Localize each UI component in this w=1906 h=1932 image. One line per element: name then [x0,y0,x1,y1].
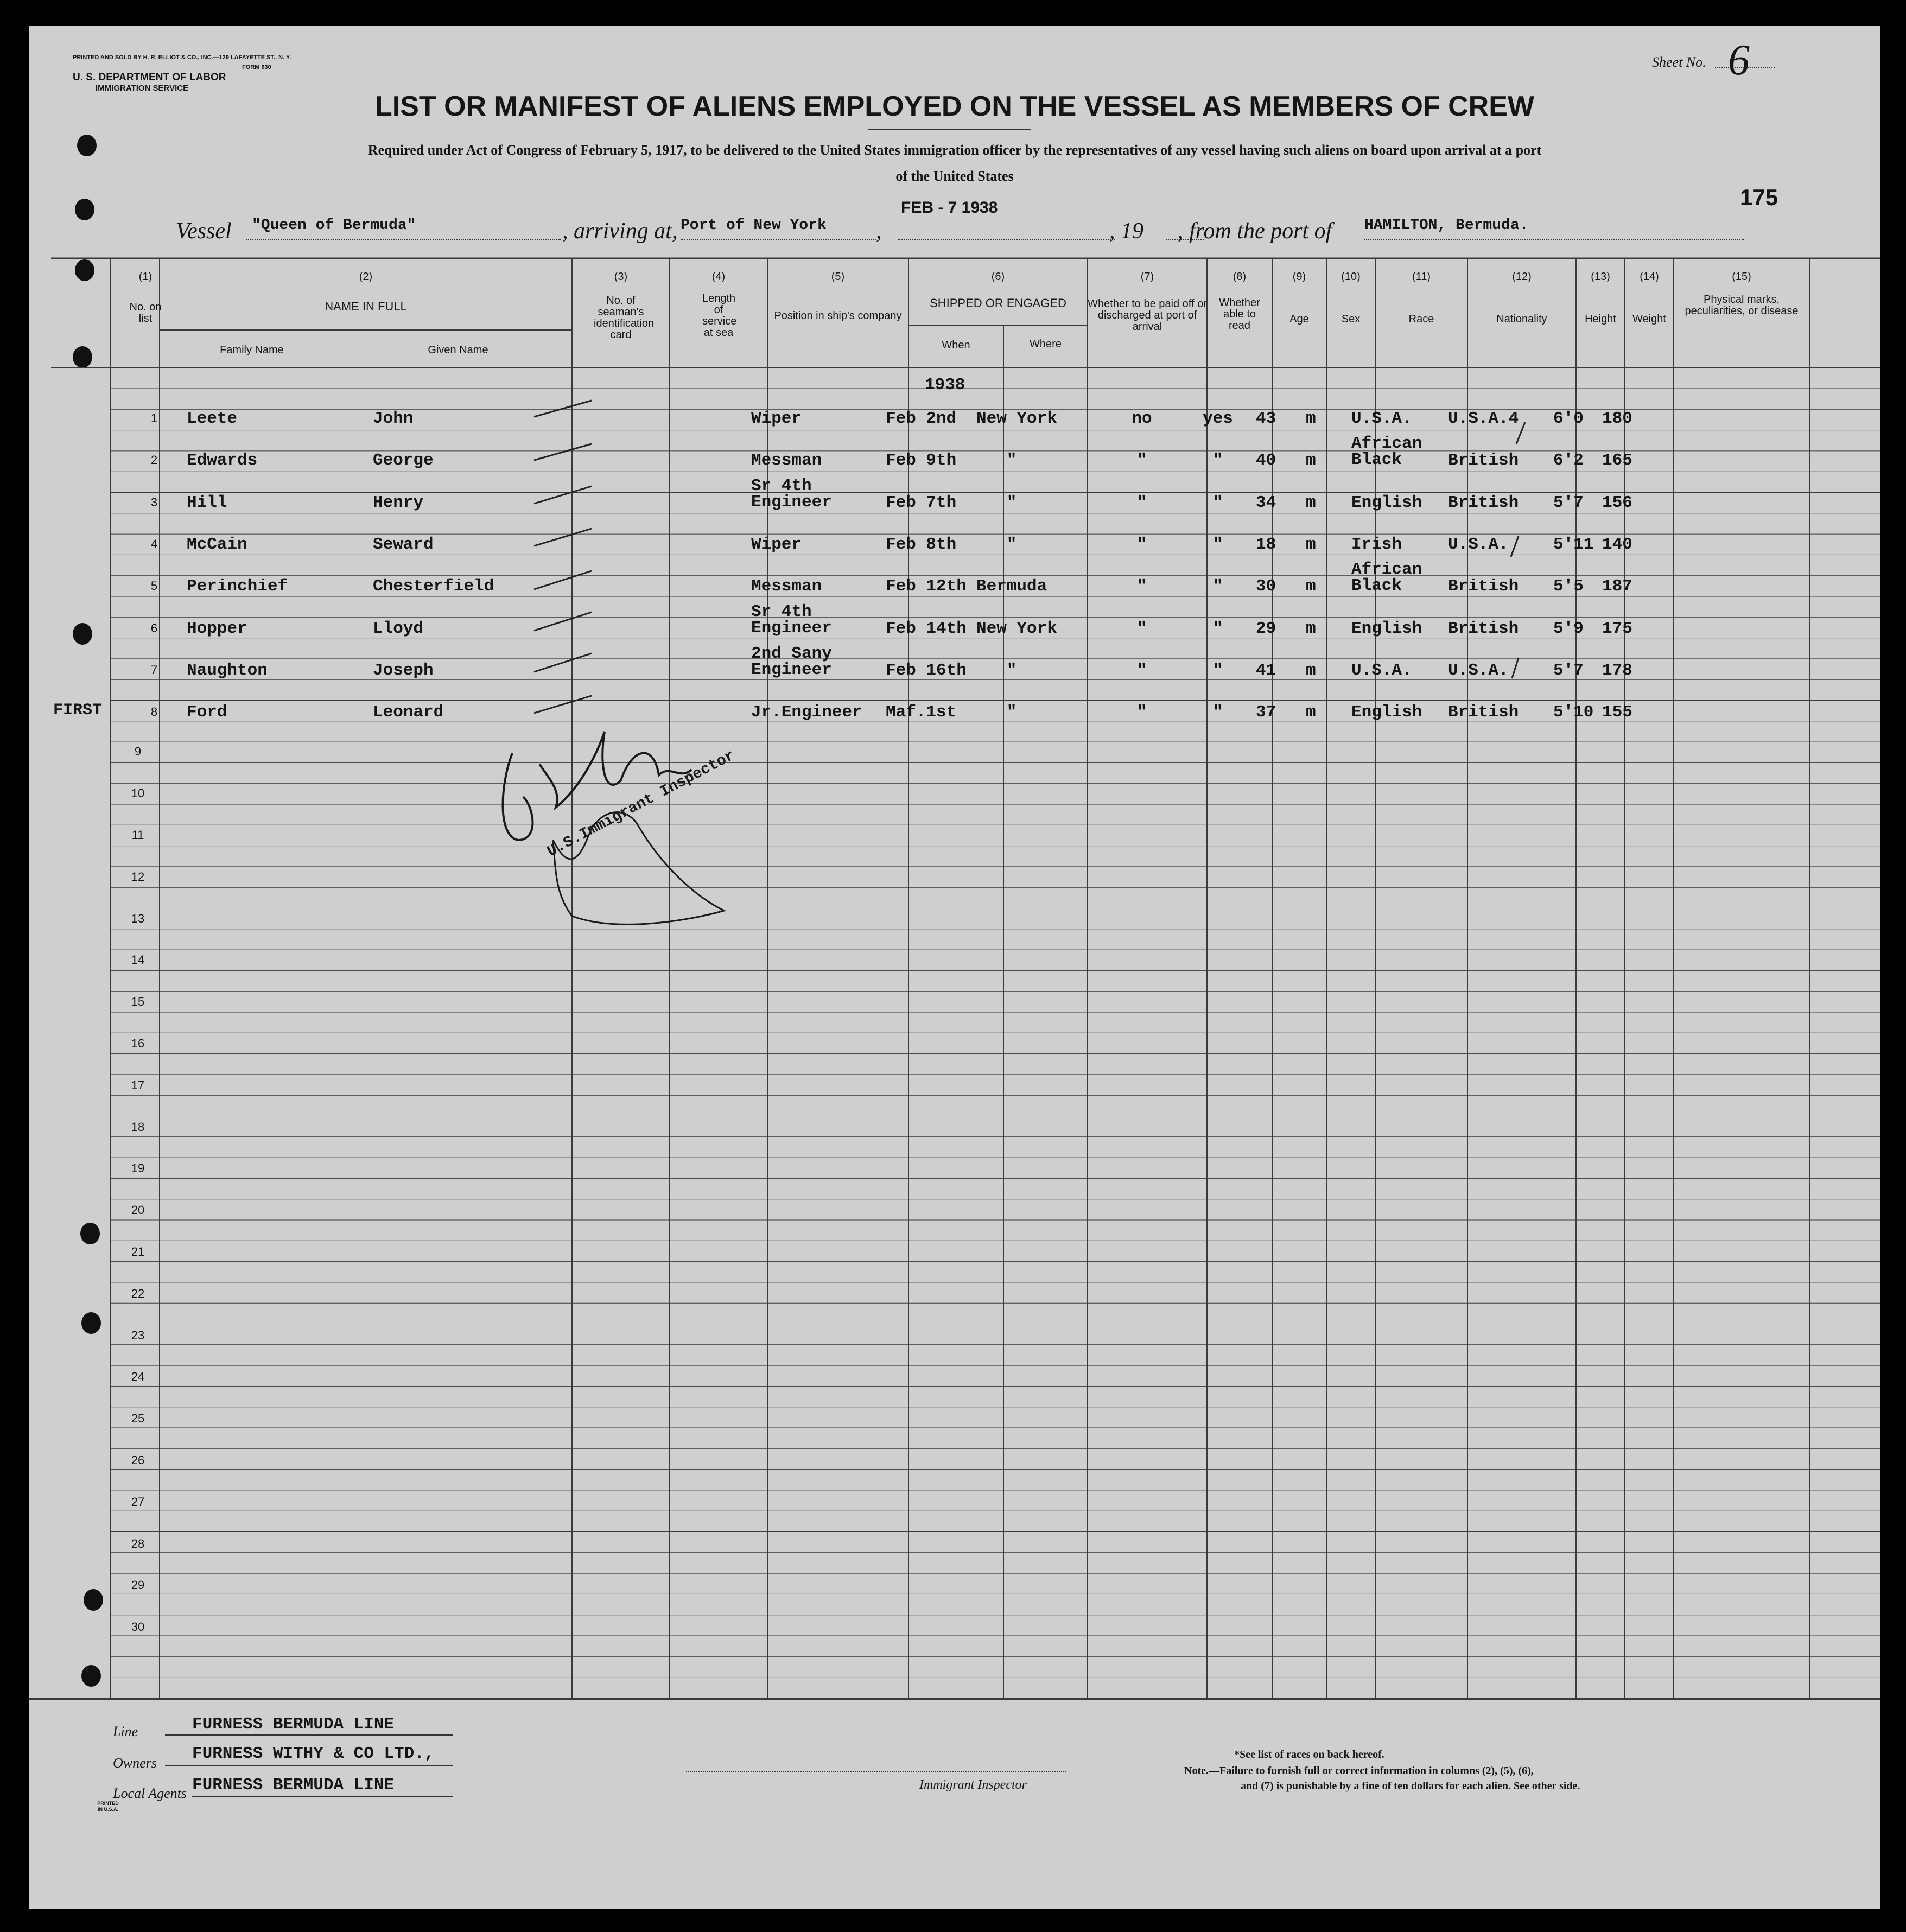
row-number: 7 [150,663,158,677]
row-shipped-where: New York [976,619,1057,638]
row-sex: m [1306,619,1316,638]
row-able-to-read: " [1212,703,1223,722]
row-shipped-where: Bermuda [976,577,1047,596]
footer-line-label: Line [113,1724,138,1739]
col15-label: Physical marks, peculiarities, or disease [1685,294,1799,317]
col15-num: (15) [1732,271,1751,283]
row-race: English [1351,493,1422,512]
check-mark [1516,422,1525,444]
row-shipped-when: Feb 2nd [886,409,957,428]
row-position: Wiper [751,409,802,428]
footer-agents-value: FURNESS BERMUDA LINE [192,1776,395,1795]
sheet-number: 6 [1728,36,1750,84]
row-position: Messman [751,577,822,596]
empty-row-number: 22 [131,1286,145,1300]
row-age: 18 [1256,535,1276,554]
row-shipped-when: Feb 7th [886,493,957,512]
empty-row-number: 13 [131,911,145,925]
col2-num: (2) [359,271,373,283]
row-shipped-where: " [1006,660,1017,680]
empty-row-number: 21 [131,1245,145,1259]
row-weight: 140 [1602,535,1632,554]
empty-row-number: 24 [131,1370,145,1384]
dash-mark [534,444,592,460]
row-number: 2 [150,453,158,467]
empty-row-number: 26 [131,1453,145,1467]
empty-row-number: 23 [131,1328,145,1342]
date-stamp: FEB - 7 1938 [901,199,998,217]
from-port: HAMILTON, Bermuda. [1364,217,1529,234]
hand-marks [29,26,1880,1909]
empty-row-number: 11 [131,828,144,842]
row-position: 2nd Sany Engineer [751,644,832,679]
margin-note: FIRST [53,701,103,720]
subtitle-line2: of the United States [895,168,1014,184]
row-sex: m [1306,703,1316,722]
footer-owners-label: Owners [113,1755,157,1771]
signature-title: U.S.Immigrant Inspector [544,747,738,861]
row-paid-off: " [1136,619,1147,638]
col8-label: Whether able to read [1219,297,1260,332]
col14-num: (14) [1640,271,1659,283]
row-nationality: British [1448,619,1519,638]
row-able-to-read: " [1212,535,1223,554]
col6-label: SHIPPED OR ENGAGED [930,296,1066,310]
col2-given: Given Name [428,344,488,356]
row-sex: m [1306,493,1316,512]
row-weight: 156 [1602,493,1632,512]
row-race: English [1351,703,1422,722]
empty-row-number: 9 [134,745,142,759]
row-height: 6'0 [1553,409,1584,428]
penalty-note-2: and (7) is punishable by a fine of ten dollars for each alien. See other side. [1241,1780,1580,1792]
printed-in-usa: PRINTED IN U.S.A. [97,1801,119,1812]
row-given-name: George [373,451,434,471]
row-number: 6 [150,621,158,635]
row-given-name: Seward [373,535,434,554]
col7-label: Whether to be paid off or discharged at port of arrival [1088,298,1207,333]
row-height: 5'11 [1553,535,1594,554]
row-race: U.S.A. [1351,660,1412,680]
row-able-to-read: " [1212,493,1223,512]
col13-label: Height [1585,313,1616,325]
check-mark [1512,658,1519,678]
empty-row-number: 15 [131,995,145,1009]
row-number: 8 [150,705,158,719]
col11-label: Race [1408,313,1434,325]
row-number: 4 [150,537,158,551]
row-height: 5'7 [1553,493,1584,512]
row-position: Wiper [751,535,802,554]
col3-label: No. of seaman's identification card [594,295,655,341]
row-weight: 155 [1602,703,1632,722]
col13-num: (13) [1591,271,1610,283]
page-title: LIST OR MANIFEST OF ALIENS EMPLOYED ON THE VESSEL AS MEMBERS OF CREW [375,91,1534,122]
printer-line: PRINTED AND SOLD BY H. R. ELLIOT & CO., INC.—129 LAFAYETTE ST., N. Y. [73,54,291,61]
col5-label: Position in ship's company [774,310,902,322]
col14-label: Weight [1632,313,1666,325]
col1-label: No. on list [129,301,162,325]
row-age: 37 [1256,703,1276,722]
col6-when: When [942,339,970,351]
row-position: Jr.Engineer [751,703,862,722]
row-age: 43 [1256,409,1276,428]
col3-num: (3) [614,271,628,283]
row-race: English [1351,619,1422,638]
empty-row-number: 28 [131,1536,145,1550]
row-shipped-when: Feb 16th [886,660,967,680]
row-race: Irish [1351,535,1402,554]
dash-mark [534,486,592,504]
row-sex: m [1306,409,1316,428]
row-family-name: Hill [187,493,227,512]
row-number: 5 [150,579,158,593]
arriving-label: , arriving at, [562,219,678,244]
row-given-name: Chesterfield [373,577,494,596]
races-note: *See list of races on back hereof. [1234,1749,1384,1761]
row-height: 5'5 [1553,577,1584,596]
row-age: 40 [1256,451,1276,471]
dash-mark [534,401,592,417]
row-height: 5'9 [1553,619,1584,638]
row-number: 3 [150,495,158,509]
year-label: , 19 [1109,219,1143,244]
manifest-sheet: PRINTED AND SOLD BY H. R. ELLIOT & CO., INC.—129 LAFAYETTE ST., N. Y. FORM 630 U. S. DEPARTMENT OF LABOR IMMIGRATION SERVICE Sheet No. 6 LIST OR MANIFEST OF ALIENS EMPLOYED ON THE VESSEL AS MEMBERS OF CREW Required under Act of Congress of February 5, 1917, to be delivered to the United States immigration officer by the representatives of any vessel having such aliens on board upon arrival at a port of the United States 175 Vessel "Queen of Bermuda" , arriving at, Port of New York , FEB - 7 1938 , 19 , from the port of HAMILTON, Bermuda. (1) No. on list (2) NAME IN FULL Family Name Given Name (3) No. of seaman's identification card (4) Length of service at sea (5) Position in ship's company (6) SHIPPED OR ENGAGED When Where (7) Whether to be paid off or discharged at port of arrival (8) Whether able to read (9) Age (10) Sex (11) Race (12) Nationality (13) Height (14) Weight (15) Physical marks, peculiarities, or disease 1938 1 Leete John Wiper Feb 2nd New York no yes 43 m U.S.A. U.S.A.4 6'0 180 2 Edwards George Messman Feb 9th " " " 40 m African Black British 6'2 165 3 Hill Henry Sr 4th Engineer Feb 7th " " " 34 m English British 5'7 156 4 McCain Seward Wiper Feb 8th " " " 18 m Irish U.S.A. 5'11 140 5 Perinchief Chesterfield Messman Feb 12th Bermuda " " 30 m African Black British 5'5 187 6 Hopper Lloyd Sr 4th Engineer Feb 14th New York " " 29 m English British 5'9 175 7 Naughton Joseph 2nd Sany Engineer Feb 16th " " " 41 m U.S.A. U.S.A. 5'7 178 8 Ford Leonard Jr.Engineer Maf.1st " " " 37 m English British 5'10 155 9 10 11 12 13 14 15 16 17 18 19 20 21 22 23 24 25 26 27 28 29 30 FIRST U.S.Immigrant Inspector Line FURNESS BERMUDA LINE Owners FURNESS WITHY & CO LTD., Local Agents FURNESS BERMUDA LINE Immigrant Inspector *See list of races on back hereof. Note.—Failure to furnish full or correct information in columns (2), (5), (6), and (7) is punishable by a fine of ten dollars for each alien. See other side. PRINTED IN U.S.A. [29,26,1880,1909]
row-nationality: British [1448,451,1519,471]
row-age: 29 [1256,619,1276,638]
row-given-name: Leonard [373,703,444,722]
row-shipped-when: Feb 12th [886,577,967,596]
row-paid-off: no [1132,409,1152,428]
row-able-to-read: yes [1203,409,1233,428]
col6-where: Where [1030,338,1062,350]
row-nationality: U.S.A. [1448,535,1509,554]
row-sex: m [1306,660,1316,680]
col11-num: (11) [1412,271,1431,283]
col2-family: Family Name [220,344,284,356]
row-family-name: Perinchief [187,577,288,596]
empty-row-number: 10 [131,786,145,800]
row-shipped-where: " [1006,493,1017,512]
sheet-label: Sheet No. [1652,54,1706,70]
row-shipped-when: Feb 14th [886,619,967,638]
row-weight: 178 [1602,660,1632,680]
col4-label: Length of service at sea [702,293,737,339]
row-sex: m [1306,535,1316,554]
row-number: 1 [150,411,158,425]
row-sex: m [1306,451,1316,471]
service-label: IMMIGRATION SERVICE [96,84,189,93]
empty-row-number: 19 [131,1161,145,1175]
row-age: 34 [1256,493,1276,512]
row-given-name: Joseph [373,660,434,680]
row-shipped-where: " [1006,535,1017,554]
vessel-name: "Queen of Bermuda" [252,217,416,234]
empty-row-number: 12 [131,869,145,884]
row-shipped-where: " [1006,451,1017,471]
col6-num: (6) [991,271,1005,283]
row-able-to-read: " [1212,619,1223,638]
department-label: U. S. DEPARTMENT OF LABOR [73,72,226,83]
footer-line-value: FURNESS BERMUDA LINE [192,1715,395,1734]
col7-num: (7) [1140,271,1154,283]
col12-label: Nationality [1496,313,1547,325]
row-paid-off: " [1136,660,1147,680]
from-label: , from the port of [1178,219,1332,244]
col9-num: (9) [1292,271,1306,283]
inspector-signature [474,699,778,949]
row-shipped-when: Maf.1st [886,703,957,722]
form-number: FORM 630 [242,64,271,71]
row-nationality: British [1448,577,1519,596]
col5-num: (5) [831,271,845,283]
row-position: Sr 4th Engineer [751,476,832,512]
row-shipped-where: New York [976,409,1057,428]
col8-num: (8) [1232,271,1247,283]
col10-num: (10) [1341,271,1361,283]
stamp-number: 175 [1740,185,1778,210]
row-height: 5'7 [1553,660,1584,680]
row-nationality: British [1448,703,1519,722]
empty-row-number: 20 [131,1203,145,1217]
row-race: U.S.A. [1351,409,1412,428]
row-weight: 180 [1602,409,1632,428]
empty-row-number: 30 [131,1620,145,1634]
row-paid-off: " [1136,703,1147,722]
row-race: African Black [1351,560,1422,596]
col10-label: Sex [1341,313,1361,325]
row-able-to-read: " [1212,577,1223,596]
arriving-port: Port of New York [681,217,827,234]
row-shipped-where: " [1006,703,1017,722]
col9-label: Age [1289,313,1309,325]
vessel-label: Vessel [176,219,232,244]
row-family-name: Naughton [187,660,268,680]
check-mark [1511,536,1519,557]
row-nationality: U.S.A.4 [1448,409,1519,428]
row-nationality: U.S.A. [1448,660,1509,680]
row-shipped-when: Feb 8th [886,535,957,554]
row-age: 30 [1256,577,1276,596]
subtitle-line1: Required under Act of Congress of February 5, 1917, to be delivered to the United States immigration officer by the representatives of any vessel having such aliens on board upon arrival at a port [367,142,1542,158]
row-able-to-read: " [1212,451,1223,471]
row-sex: m [1306,577,1316,596]
inspector-label: Immigrant Inspector [919,1778,1027,1792]
row-family-name: McCain [187,535,247,554]
footer-agents-label: Local Agents [113,1785,187,1801]
row-age: 41 [1256,660,1276,680]
empty-row-number: 29 [131,1578,145,1592]
penalty-note-1: Note.—Failure to furnish full or correct information in columns (2), (5), (6), [1184,1765,1534,1777]
row-position: Sr 4th Engineer [751,602,832,638]
row-height: 5'10 [1553,703,1594,722]
empty-row-number: 17 [131,1078,145,1092]
dash-mark [534,612,592,631]
row-given-name: John [373,409,414,428]
dash-mark [534,653,592,672]
row-family-name: Edwards [187,451,258,471]
row-family-name: Leete [187,409,238,428]
col1-num: (1) [138,271,153,283]
row-family-name: Ford [187,703,227,722]
row-given-name: Henry [373,493,424,512]
year-entry: 1938 [925,376,965,395]
col12-num: (12) [1512,271,1532,283]
row-position: Messman [751,451,822,471]
dash-mark [534,571,592,589]
row-weight: 165 [1602,451,1632,471]
dash-mark [534,529,592,546]
empty-row-number: 27 [131,1495,145,1509]
empty-row-number: 25 [131,1412,145,1426]
row-weight: 175 [1602,619,1632,638]
col2-label: NAME IN FULL [325,300,407,313]
row-weight: 187 [1602,577,1632,596]
row-paid-off: " [1136,535,1147,554]
col4-num: (4) [711,271,726,283]
row-shipped-when: Feb 9th [886,451,957,471]
row-given-name: Lloyd [373,619,424,638]
empty-row-number: 16 [131,1037,145,1050]
footer-owners-value: FURNESS WITHY & CO LTD., [192,1744,435,1763]
row-able-to-read: " [1212,660,1223,680]
row-race: African Black [1351,434,1422,470]
row-height: 6'2 [1553,451,1584,471]
row-paid-off: " [1136,493,1147,512]
row-nationality: British [1448,493,1519,512]
row-family-name: Hopper [187,619,247,638]
row-paid-off: " [1136,451,1147,471]
row-paid-off: " [1136,577,1147,596]
empty-row-number: 14 [131,953,145,967]
empty-row-number: 18 [131,1120,145,1134]
